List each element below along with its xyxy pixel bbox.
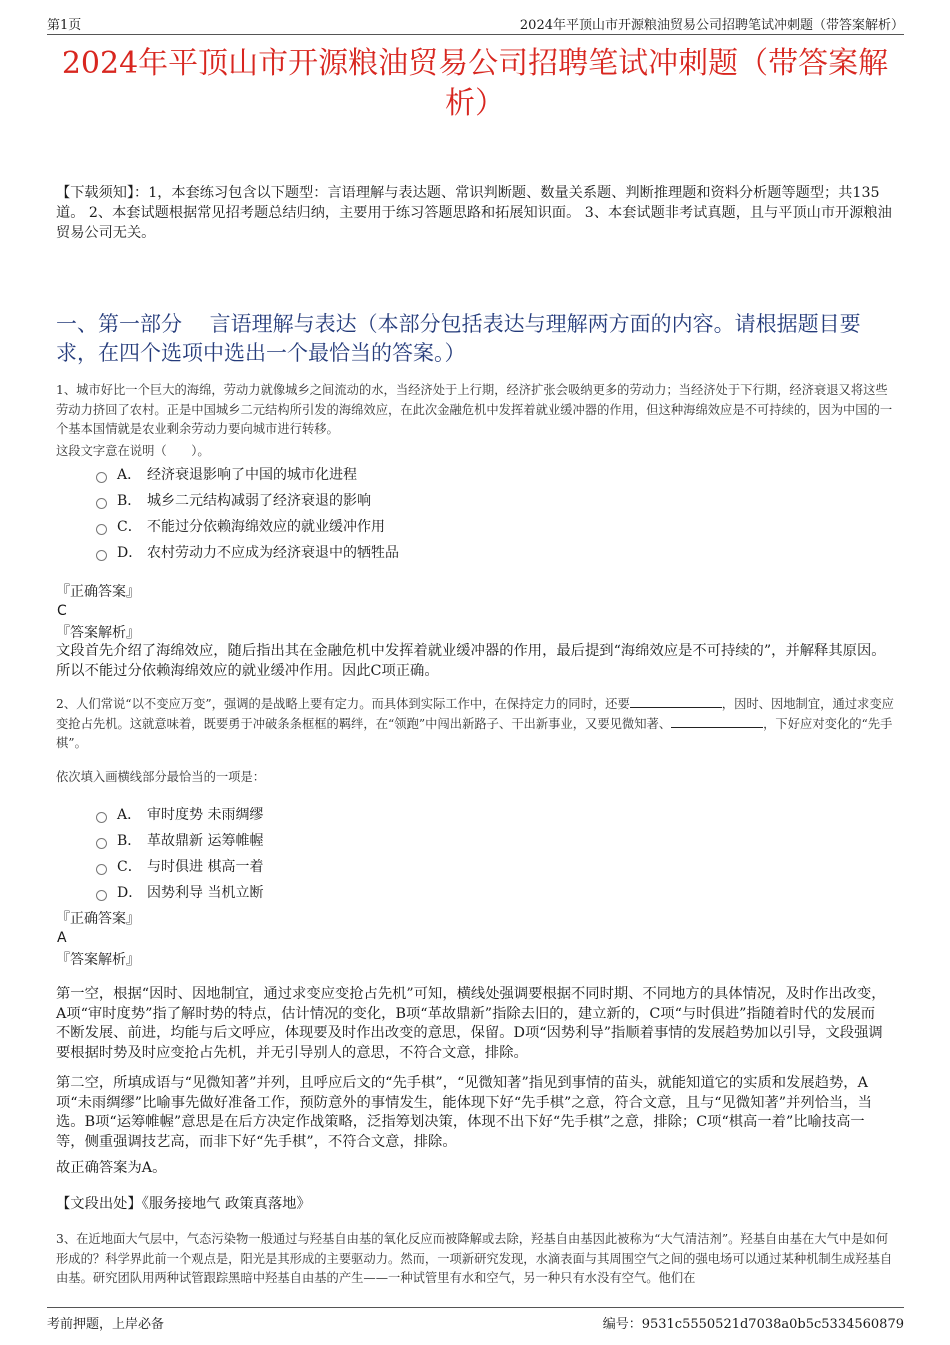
correct-answer: C bbox=[57, 603, 67, 619]
question-1-options bbox=[96, 462, 399, 566]
fill-blank-2 bbox=[671, 715, 763, 728]
option-c[interactable]: C． 不能过分依赖海绵效应的就业缓冲作用 bbox=[96, 514, 399, 540]
radio-button[interactable] bbox=[96, 524, 107, 535]
option-d[interactable]: D． 因势利导 当机立断 bbox=[96, 880, 263, 906]
option-d[interactable]: D． 农村劳动力不应成为经济衰退中的牺牲品 bbox=[96, 540, 399, 566]
question-1-stem: 1、城市好比一个巨大的海绵，劳动力就像城乡之间流动的水，当经济处于上行期，经济扩张会吸纳更多的劳动力；当经济处于下行期，经济衰退又将这些劳动力挤回了农村。正是中国城乡二元结构所引发的海绵效应，在此次金融危机中发挥着就业缓冲器的作用，但这种海绵效应是不可持续的，因为中国的一个基本国情就是农业剩余劳动力要向城市进行转移。 bbox=[56, 383, 893, 436]
radio-button[interactable] bbox=[96, 472, 107, 483]
footer-slogan: 考前押题，上岸必备 bbox=[47, 1317, 165, 1332]
correct-answer: A bbox=[57, 930, 67, 946]
radio-button[interactable] bbox=[96, 864, 107, 875]
radio-button[interactable] bbox=[96, 838, 107, 849]
question-2-options bbox=[96, 802, 263, 906]
question-2-stem: 2、人们常说“以不变应万变”，强调的是战略上要有定力。而具体到实际工作中，在保持定力的同时，还要 ，因时、因地制宜，通过求变应变抢占先机。这就意味着，既要勇于冲破条条框框的羁绊，在“领跑”中闯出新路子、干出新事业，又要见微知著、 ，下好应对变化的“先手棋”。 bbox=[56, 697, 894, 750]
download-notice: 【下载须知】：1，本套练习包含以下题型：言语理解与表达题、常识判断题、数量关系题、判断推理题和资料分析题等题型；共135道。 2、本套试题根据常见招考题总结归纳，主要用于练习答题思路和拓展知识面。 3、本套试题非考试真题，且与平顶山市开源粮油贸易公司无关。 bbox=[56, 185, 892, 241]
question-3-stem: 3、在近地面大气层中，气态污染物一般通过与羟基自由基的氧化反应而被降解或去除，羟基自由基因此被称为“大气清洁剂”。羟基自由基在大气中是如何形成的？科学界此前一个观点是，阳光是其形成的主要驱动力。然而，一项新研究发现，水滴表面与其周围空气之间的强电场可以通过某种机制生成羟基自由基。研究团队用两种试管跟踪黑暗中羟基自由基的产生——一种试管里有水和空气，另一种只有水没有空气。他们在 bbox=[56, 1232, 893, 1285]
option-a[interactable]: A． 经济衰退影响了中国的城市化进程 bbox=[96, 462, 399, 488]
answer-label: 『正确答案』 bbox=[56, 584, 140, 600]
section-heading: 一、第一部分 言语理解与表达（本部分包括表达与理解两方面的内容。请根据题目要求，在四个选项中选出一个最恰当的答案。） bbox=[56, 312, 861, 365]
question-2-conclusion: 故正确答案为A。 bbox=[56, 1160, 167, 1176]
question-2-prompt: 依次填入画横线部分最恰当的一项是： bbox=[56, 770, 266, 784]
option-b[interactable]: B． 革故鼎新 运筹帷幄 bbox=[96, 828, 263, 854]
page-number: 第1页 bbox=[47, 18, 82, 33]
analysis-label: 『答案解析』 bbox=[56, 625, 140, 641]
header-doc-title: 2024年平顶山市开源粮油贸易公司招聘笔试冲刺题（带答案解析） bbox=[519, 18, 904, 33]
question-2-source: 【文段出处】《服务接地气 政策真落地》 bbox=[56, 1196, 311, 1212]
question-2-analysis-1: 第一空，根据“因时、因地制宜，通过求变应变抢占先机”可知，横线处强调要根据不同时期、不同地方的具体情况，及时作出改变，A项“审时度势”指了解时势的特点，估计情况的变化，B项“革故鼎新”指除去旧的，建立新的，C项“与时俱进”指随着时代的发展而不断发展、前进，均能与后文呼应，体现要及时作出改变的意思，保留。D项“因势利导”指顺着事情的发展趋势加以引导，文段强调要根据时势及时应变抢占先机，并无引导别人的意思，不符合文意，排除。 bbox=[56, 986, 886, 1061]
radio-button[interactable] bbox=[96, 550, 107, 561]
question-2-analysis-2: 第二空，所填成语与“见微知著”并列，且呼应后文的“先手棋”，“见微知著”指见到事情的苗头，就能知道它的实质和发展趋势，A项“未雨绸缪”比喻事先做好准备工作，预防意外的事情发生，能体现下好“先手棋”之意，符合文意，且与“见微知著”并列恰当，当选。B项“运筹帷幄”意思是在后方决定作战策略，泛指筹划决策，体现不出下好“先手棋”之意，排除；C项“棋高一着”比喻技高一等，侧重强调技艺高，而非下好“先手棋”，不符合文意，排除。 bbox=[56, 1075, 872, 1150]
option-c[interactable]: C． 与时俱进 棋高一着 bbox=[96, 854, 263, 880]
question-1-prompt: 这段文字意在说明（ ）。 bbox=[56, 444, 210, 458]
page-header bbox=[47, 12, 904, 35]
answer-label: 『正确答案』 bbox=[56, 911, 140, 927]
radio-button[interactable] bbox=[96, 890, 107, 901]
radio-button[interactable] bbox=[96, 498, 107, 509]
option-a[interactable]: A． 审时度势 未雨绸缪 bbox=[96, 802, 263, 828]
document-title: 2024年平顶山市开源粮油贸易公司招聘笔试冲刺题（带答案解析） bbox=[61, 46, 889, 121]
fill-blank-1 bbox=[630, 695, 722, 708]
radio-button[interactable] bbox=[96, 812, 107, 823]
page-footer bbox=[47, 1307, 904, 1332]
option-b[interactable]: B． 城乡二元结构减弱了经济衰退的影响 bbox=[96, 488, 399, 514]
footer-serial-number: 编号：9531c5550521d7038a0b5c5334560879 bbox=[602, 1317, 904, 1332]
question-1-analysis: 文段首先介绍了海绵效应，随后指出其在金融危机中发挥着就业缓冲器的作用，最后提到“海绵效应是不可持续的”，并解释其原因。所以不能过分依赖海绵效应的就业缓冲作用。因此C项正确。 bbox=[56, 643, 886, 679]
analysis-label: 『答案解析』 bbox=[56, 952, 140, 968]
